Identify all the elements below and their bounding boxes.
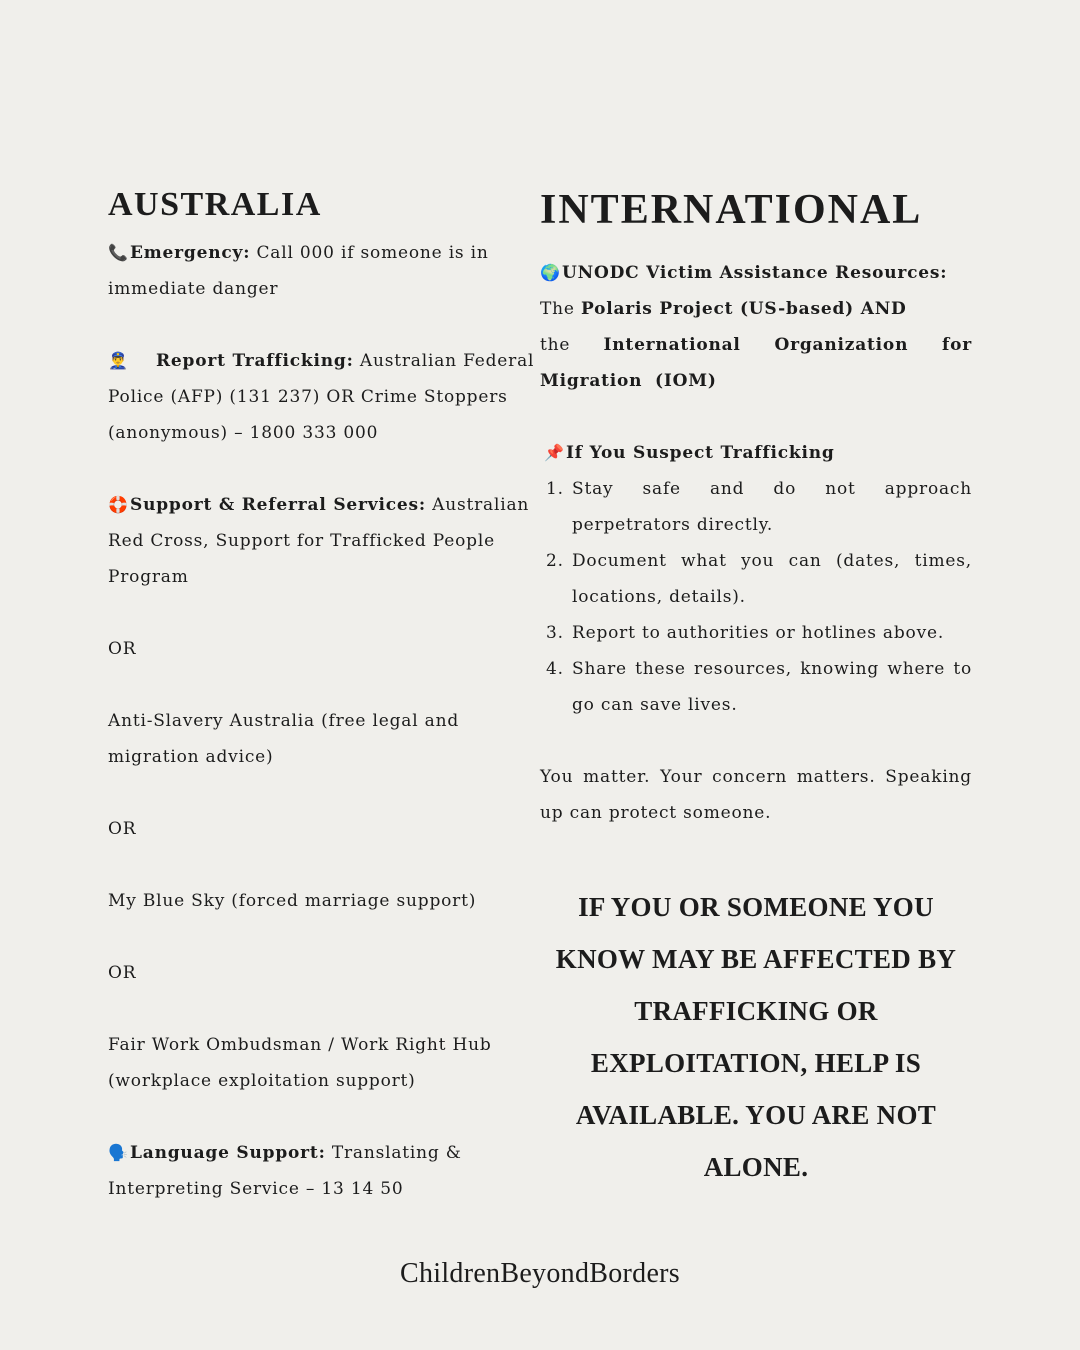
report-text: Australian Federal Police (AFP) (131 237) OR Crime Stoppers (anonymous) – 1800 333 000 — [108, 351, 535, 443]
support-text: Australian Red Cross, Support for Trafficked People Program — [108, 495, 530, 587]
suspect-label: If You Suspect Trafficking — [566, 443, 835, 463]
anti-slavery-item: Anti-Slavery Australia (free legal and migration advice) — [108, 711, 460, 767]
report-item — [108, 343, 536, 451]
list-item: 4. Share these resources, knowing where to go can save lives. — [570, 651, 972, 723]
list-item: 1. Stay safe and do not approach perpetrators directly. — [570, 471, 972, 543]
pushpin-icon: 📌 — [544, 443, 565, 462]
iom-item — [540, 327, 972, 399]
unodc-item — [540, 255, 972, 291]
globe-icon: 🌍 — [540, 263, 561, 282]
phone-icon: 📞 — [108, 243, 129, 262]
iom-prefix: the — [540, 335, 604, 355]
emergency-item — [108, 235, 536, 307]
emergency-label: Emergency: — [130, 243, 251, 263]
or-separator: OR — [108, 819, 137, 839]
iom-label: International Organization for Migration (IOM) — [540, 335, 972, 391]
or-separator: OR — [108, 963, 137, 983]
lifebuoy-icon: 🛟 — [108, 495, 129, 514]
polaris-item — [540, 291, 972, 327]
or-separator: OR — [108, 639, 137, 659]
polaris-label: Polaris Project (US-based) AND — [580, 299, 907, 319]
language-item — [108, 1135, 536, 1207]
closing-text: You matter. Your concern matters. Speaking up can protect someone. — [540, 767, 972, 823]
international-column — [540, 185, 972, 1193]
polaris-prefix: The — [540, 299, 581, 319]
support-label: Support & Referral Services: — [130, 495, 426, 515]
language-text: Translating & Interpreting Service – 13 14 50 — [108, 1143, 462, 1199]
australia-heading: AUSTRALIA — [108, 186, 322, 223]
emergency-text: Call 000 if someone is in immediate danger — [108, 243, 489, 299]
list-item: 3. Report to authorities or hotlines above. — [570, 615, 972, 651]
speaking-head-icon: 🗣️ — [108, 1143, 129, 1162]
suspect-steps-list — [540, 471, 972, 723]
help-callout: IF YOU OR SOMEONE YOU KNOW MAY BE AFFECTED BY TRAFFICKING OR EXPLOITATION, HELP IS AVAILABLE. YOU ARE NOT ALONE. — [555, 892, 957, 1182]
list-item: 2. Document what you can (dates, times, locations, details). — [570, 543, 972, 615]
unodc-label: UNODC Victim Assistance Resources: — [562, 263, 948, 283]
language-label: Language Support: — [130, 1143, 326, 1163]
brand-footer: ChildrenBeyondBorders — [399, 1258, 681, 1289]
report-label: Report Trafficking: — [156, 351, 354, 371]
australia-column — [108, 185, 536, 1207]
blue-sky-item: My Blue Sky (forced marriage support) — [108, 891, 477, 911]
support-item — [108, 487, 536, 595]
police-officer-icon: 👮‍♂️ — [108, 351, 129, 370]
international-heading: INTERNATIONAL — [540, 187, 923, 233]
suspect-heading — [540, 435, 972, 471]
fair-work-item: Fair Work Ombudsman / Work Right Hub (workplace exploitation support) — [108, 1035, 492, 1091]
